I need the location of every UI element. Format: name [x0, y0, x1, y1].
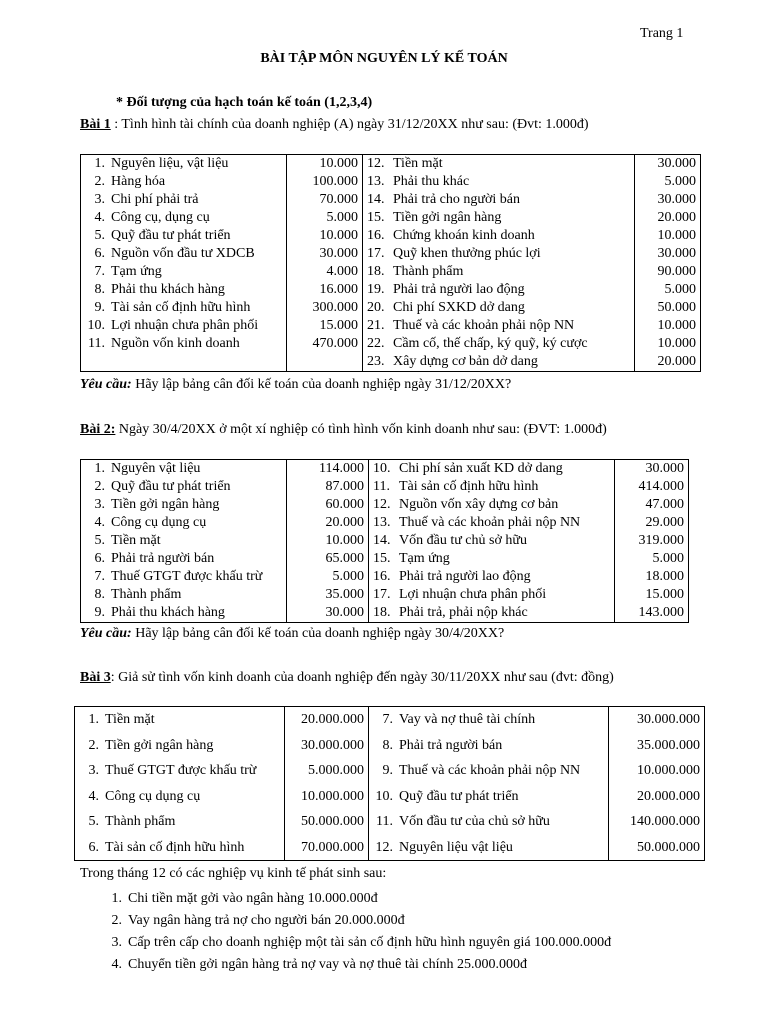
operation-number: 4.: [111, 957, 122, 972]
item-number: 11.: [373, 479, 390, 494]
item-number: 12.: [367, 156, 385, 171]
bai1-right-item: [367, 353, 630, 371]
bai3-intro: [80, 670, 614, 686]
section-heading: * Đối tượng của hạch toán kế toán (1,2,3,4): [116, 95, 373, 110]
item-name: Nguồn vốn xây dựng cơ bản: [399, 497, 559, 512]
bai3-left-names: [75, 707, 285, 861]
bai1-right-item: [367, 245, 630, 263]
bai3-right-item: [373, 809, 604, 835]
bai3-right-item: [373, 758, 604, 784]
item-number: 1.: [94, 156, 105, 171]
item-number: 4.: [88, 788, 99, 804]
item-number: 10.: [373, 461, 391, 476]
item-value: 30.000.000: [637, 712, 700, 727]
item-number: 4.: [94, 210, 105, 225]
item-name: Phải thu khách hàng: [111, 605, 225, 620]
item-name: Quỹ đầu tư phát triển: [111, 228, 231, 243]
item-number: 20.: [367, 300, 385, 315]
bai1-left-names: [81, 155, 287, 372]
item-name: Phải trả người lao động: [399, 569, 531, 584]
operation-item: [104, 910, 611, 932]
bai1-right-item: [367, 209, 630, 227]
bai2-left-item: [85, 586, 282, 604]
item-number: 5.: [88, 814, 99, 829]
item-value: 90.000: [657, 264, 696, 279]
item-number: 14.: [373, 533, 391, 548]
bai3-right-names: [369, 707, 609, 861]
bai1-left-values: [287, 155, 363, 372]
bai3-left-item: [79, 784, 280, 810]
page-number: Trang 1: [640, 26, 684, 41]
item-name: Phải trả người lao động: [393, 282, 525, 297]
item-value: 470.000: [312, 336, 358, 351]
bai1-left-item: [85, 227, 282, 245]
bai2-left-item: [85, 460, 282, 478]
bai2-label: Bài 2:: [80, 422, 116, 437]
bai1-right-values: [635, 155, 701, 372]
bai3-table: [74, 706, 705, 861]
bai3-intro-text: : Giả sử tình vốn kinh doanh của doanh nghiệp đến ngày 30/11/20XX như sau (đvt: đồng): [110, 670, 614, 685]
item-value: 20.000: [325, 515, 364, 530]
item-name: Thành phẩm: [105, 814, 176, 829]
bai2-intro: [80, 422, 607, 438]
item-name: Tiền mặt: [393, 156, 443, 171]
bai2-table: [80, 459, 689, 623]
item-name: Thành phẩm: [393, 264, 464, 279]
item-value: 10.000: [657, 336, 696, 351]
item-value: 10.000.000: [637, 763, 700, 778]
bai1-left-item: [85, 173, 282, 191]
item-value: 10.000: [657, 318, 696, 333]
item-value: 20.000: [657, 210, 696, 225]
bai1-left-item: [85, 281, 282, 299]
item-number: 8.: [382, 737, 393, 753]
bai3-left-item: [79, 707, 280, 733]
item-name: Thành phẩm: [111, 587, 182, 602]
bai3-left-values: [285, 707, 369, 861]
bai2-right-item: [373, 460, 610, 478]
item-value: 5.000: [652, 551, 684, 566]
item-value: 30.000: [325, 605, 364, 620]
item-name: Thuế và các khoản phải nộp NN: [399, 515, 581, 530]
item-value: 100.000: [312, 174, 358, 189]
item-name: Tiền gởi ngân hàng: [393, 210, 502, 225]
operation-item: [104, 932, 611, 954]
item-value: 20.000: [657, 354, 696, 369]
item-value: 414.000: [638, 479, 684, 494]
item-number: 4.: [94, 515, 105, 530]
item-number: 5.: [94, 533, 105, 548]
item-value: 5.000.000: [308, 763, 364, 778]
bai2-right-names: [369, 460, 615, 623]
item-number: 7.: [94, 569, 105, 584]
bai1-right-item: [367, 317, 630, 335]
bai2-intro-text: Ngày 30/4/20XX ở một xí nghiệp có tình hình vốn kinh doanh như sau: (ĐVT: 1.000đ): [115, 422, 607, 437]
bai2-right-item: [373, 550, 610, 568]
item-number: 21.: [367, 318, 385, 333]
item-name: Tài sản cố định hữu hình: [105, 839, 245, 855]
item-number: 3.: [94, 192, 105, 207]
item-number: 7.: [382, 712, 393, 727]
item-number: 2.: [94, 174, 105, 189]
item-number: 5.: [94, 228, 105, 243]
bai1-req-text: Hãy lập bảng cân đối kế toán của doanh nghiệp ngày 31/12/20XX?: [131, 377, 512, 392]
item-value: 50.000: [657, 300, 696, 315]
item-name: Công cụ dụng cụ: [111, 515, 207, 530]
item-value: 50.000.000: [637, 839, 700, 855]
bai3-right-item: [373, 707, 604, 733]
item-number: 3.: [88, 763, 99, 778]
document-title: BÀI TẬP MÔN NGUYÊN LÝ KẾ TOÁN: [260, 51, 508, 66]
item-value: 5.000: [332, 569, 364, 584]
bai1-left-item: [85, 191, 282, 209]
item-number: 1.: [94, 461, 105, 476]
bai1-right-item: [367, 335, 630, 353]
item-name: Nguồn vốn kinh doanh: [111, 336, 240, 351]
item-number: 9.: [94, 300, 105, 315]
item-number: 6.: [94, 246, 105, 261]
bai1-right-names: [363, 155, 635, 372]
bai1-intro: [80, 117, 589, 133]
item-name: Chi phí SXKD dở dang: [393, 300, 525, 315]
item-name: Tài sản cố định hữu hình: [111, 300, 251, 315]
item-name: Chứng khoán kinh doanh: [393, 228, 535, 243]
item-value: 50.000.000: [301, 814, 364, 829]
item-value: 87.000: [325, 479, 364, 494]
bai2-right-item: [373, 496, 610, 514]
bai1-requirement: [80, 377, 511, 393]
bai1-right-item: [367, 191, 630, 209]
bai3-operations-list: [104, 888, 611, 976]
bai2-left-item: [85, 604, 282, 622]
item-value: 300.000: [312, 300, 358, 315]
bai2-req-label: Yêu cầu:: [80, 626, 132, 641]
item-number: 12.: [373, 497, 391, 512]
item-name: Nguồn vốn đầu tư XDCB: [111, 246, 255, 261]
item-name: Quỹ đầu tư phát triển: [111, 479, 231, 494]
item-name: Tiền mặt: [105, 712, 155, 727]
item-number: 6.: [88, 839, 99, 855]
item-number: 16.: [367, 228, 385, 243]
item-number: 2.: [88, 737, 99, 753]
bai1-req-label: Yêu cầu:: [80, 377, 132, 392]
item-value: 16.000: [319, 282, 358, 297]
bai1-right-item: [367, 299, 630, 317]
item-name: Tạm ứng: [111, 264, 162, 279]
operation-number: 3.: [111, 935, 122, 950]
operation-number: 2.: [111, 913, 122, 928]
item-name: Thuế và các khoản phải nộp NN: [393, 318, 575, 333]
item-value: 10.000: [319, 228, 358, 243]
bai2-left-item: [85, 496, 282, 514]
bai2-left-item: [85, 514, 282, 532]
bai1-left-item: [85, 245, 282, 263]
item-value: 319.000: [638, 533, 684, 548]
bai3-ops-intro: Trong tháng 12 có các nghiệp vụ kinh tế phát sinh sau:: [80, 866, 387, 881]
bai1-left-item: [85, 299, 282, 317]
bai1-right-item: [367, 263, 630, 281]
item-name: Tiền mặt: [111, 533, 161, 548]
item-name: Chi phí sản xuất KD dở dang: [399, 461, 563, 476]
item-number: 12.: [375, 839, 393, 855]
item-name: Phải trả người bán: [111, 551, 215, 566]
item-value: 47.000: [645, 497, 684, 512]
item-name: Phải trả cho người bán: [393, 192, 520, 207]
item-value: 15.000: [319, 318, 358, 333]
bai1-intro-text: : Tình hình tài chính của doanh nghiệp (A) ngày 31/12/20XX như sau: (Đvt: 1.000đ): [110, 117, 589, 132]
bai2-left-item: [85, 568, 282, 586]
bai1-right-item: [367, 227, 630, 245]
item-name: Nguyên liệu, vật liệu: [111, 156, 229, 171]
item-value: 30.000.000: [301, 737, 364, 753]
operation-text: Vay ngân hàng trả nợ cho người bán 20.000.000đ: [128, 913, 405, 928]
operation-text: Chuyển tiền gởi ngân hàng trả nợ vay và nợ thuê tài chính 25.000.000đ: [128, 957, 527, 972]
item-value: 114.000: [319, 461, 364, 476]
item-name: Nguyên liệu vật liệu: [399, 839, 513, 855]
bai3-left-item: [79, 809, 280, 835]
bai2-right-item: [373, 478, 610, 496]
item-value: 10.000: [319, 156, 358, 171]
operation-item: [104, 954, 611, 976]
operation-text: Cấp trên cấp cho doanh nghiệp một tài sản cố định hữu hình nguyên giá 100.000.000đ: [128, 935, 612, 950]
item-name: Tiền gởi ngân hàng: [105, 737, 214, 753]
item-value: 5.000: [664, 174, 696, 189]
bai1-left-item: [85, 263, 282, 281]
bai2-requirement: [80, 626, 504, 642]
item-number: 17.: [367, 246, 385, 261]
bai2-right-item: [373, 604, 610, 622]
item-value: 30.000: [657, 192, 696, 207]
item-value: 10.000: [325, 533, 364, 548]
item-number: 8.: [94, 587, 105, 602]
bai2-left-item: [85, 532, 282, 550]
bai3-left-item: [79, 758, 280, 784]
item-name: Nguyên vật liệu: [111, 461, 201, 476]
item-number: 15.: [367, 210, 385, 225]
item-name: Chi phí phải trả: [111, 192, 199, 207]
bai1-left-item: [85, 317, 282, 335]
item-value: 35.000: [325, 587, 364, 602]
item-value: 30.000: [657, 156, 696, 171]
item-value: 30.000: [645, 461, 684, 476]
item-name: Vốn đầu tư chủ sở hữu: [399, 533, 527, 548]
item-number: 13.: [367, 174, 385, 189]
item-name: Lợi nhuận chưa phân phối: [111, 318, 259, 333]
item-name: Vốn đầu tư của chủ sở hữu: [399, 814, 550, 829]
item-name: Tiền gởi ngân hàng: [111, 497, 220, 512]
item-value: 29.000: [645, 515, 684, 530]
item-value: 30.000: [657, 246, 696, 261]
item-name: Cầm cố, thế chấp, ký quỹ, ký cược: [393, 336, 588, 351]
item-name: Công cụ dụng cụ: [105, 788, 201, 804]
item-value: 5.000: [664, 282, 696, 297]
bai2-left-item: [85, 478, 282, 496]
item-name: Quỹ khen thưởng phúc lợi: [393, 246, 541, 261]
item-name: Vay và nợ thuê tài chính: [399, 712, 536, 727]
item-name: Xây dựng cơ bản dở dang: [393, 354, 538, 369]
item-name: Thuế GTGT được khấu trừ: [111, 569, 263, 584]
bai1-label: Bài 1: [80, 117, 111, 132]
bai1-table: [80, 154, 701, 372]
item-value: 4.000: [326, 264, 358, 279]
item-value: 10.000: [657, 228, 696, 243]
bai2-left-item: [85, 550, 282, 568]
bai3-right-item: [373, 784, 604, 810]
bai3-right-item: [373, 733, 604, 759]
item-name: Thuế GTGT được khấu trừ: [105, 763, 257, 778]
bai2-req-text: Hãy lập bảng cân đối kế toán của doanh nghiệp ngày 30/4/20XX?: [131, 626, 505, 641]
bai2-right-item: [373, 586, 610, 604]
item-name: Phải trả người bán: [399, 737, 503, 753]
bai3-right-values: [609, 707, 705, 861]
bai1-right-item: [367, 173, 630, 191]
bai2-right-item: [373, 532, 610, 550]
item-name: Công cụ, dụng cụ: [111, 210, 210, 225]
item-number: 18.: [373, 605, 391, 620]
item-number: 2.: [94, 479, 105, 494]
bai3-left-item: [79, 835, 280, 861]
item-name: Tạm ứng: [399, 551, 450, 566]
bai3-right-item: [373, 835, 604, 861]
item-value: 140.000.000: [630, 814, 700, 829]
item-number: 15.: [373, 551, 391, 566]
bai3-left-item: [79, 733, 280, 759]
item-number: 9.: [94, 605, 105, 620]
item-name: Quỹ đầu tư phát triển: [399, 788, 519, 804]
item-number: 7.: [94, 264, 105, 279]
operation-number: 1.: [111, 891, 122, 906]
item-name: Hàng hóa: [111, 174, 166, 189]
item-name: Tài sản cố định hữu hình: [399, 479, 539, 494]
bai1-left-item: [85, 335, 282, 353]
item-value: 5.000: [326, 210, 358, 225]
item-number: 19.: [367, 282, 385, 297]
bai1-left-item: [85, 209, 282, 227]
bai2-right-item: [373, 514, 610, 532]
bai2-left-names: [81, 460, 287, 623]
bai1-left-item: [85, 155, 282, 173]
item-value: 60.000: [325, 497, 364, 512]
bai1-right-item: [367, 281, 630, 299]
item-value: 35.000.000: [637, 737, 700, 753]
bai2-right-item: [373, 568, 610, 586]
operation-item: [104, 888, 611, 910]
item-value: 143.000: [638, 605, 684, 620]
item-number: 18.: [367, 264, 385, 279]
item-value: 70.000: [319, 192, 358, 207]
bai2-right-values: [615, 460, 689, 623]
item-name: Thuế và các khoản phải nộp NN: [399, 763, 581, 778]
item-number: 8.: [94, 282, 105, 297]
item-value: 65.000: [325, 551, 364, 566]
item-name: Phải trả, phải nộp khác: [399, 605, 528, 620]
item-value: 10.000.000: [301, 788, 364, 804]
item-number: 17.: [373, 587, 391, 602]
bai1-right-item: [367, 155, 630, 173]
item-value: 15.000: [645, 587, 684, 602]
item-value: 30.000: [319, 246, 358, 261]
item-value: 20.000.000: [637, 788, 700, 804]
item-name: Phải thu khác: [393, 174, 470, 189]
bai3-label: Bài 3: [80, 670, 111, 685]
item-value: 18.000: [645, 569, 684, 584]
item-name: Phải thu khách hàng: [111, 282, 225, 297]
item-number: 16.: [373, 569, 391, 584]
item-number: 23.: [367, 354, 385, 369]
item-value: 20.000.000: [301, 712, 364, 727]
item-number: 10.: [375, 788, 393, 804]
operation-text: Chi tiền mặt gởi vào ngân hàng 10.000.000đ: [128, 891, 378, 906]
item-name: Lợi nhuận chưa phân phối: [399, 587, 547, 602]
item-number: 11.: [376, 814, 393, 829]
item-number: 3.: [94, 497, 105, 512]
item-number: 9.: [382, 763, 393, 778]
item-number: 10.: [87, 318, 105, 333]
item-number: 22.: [367, 336, 385, 351]
item-number: 6.: [94, 551, 105, 566]
item-number: 1.: [88, 712, 99, 727]
item-value: 70.000.000: [301, 839, 364, 855]
item-number: 11.: [88, 336, 105, 351]
item-number: 13.: [373, 515, 391, 530]
item-number: 14.: [367, 192, 385, 207]
bai2-left-values: [287, 460, 369, 623]
